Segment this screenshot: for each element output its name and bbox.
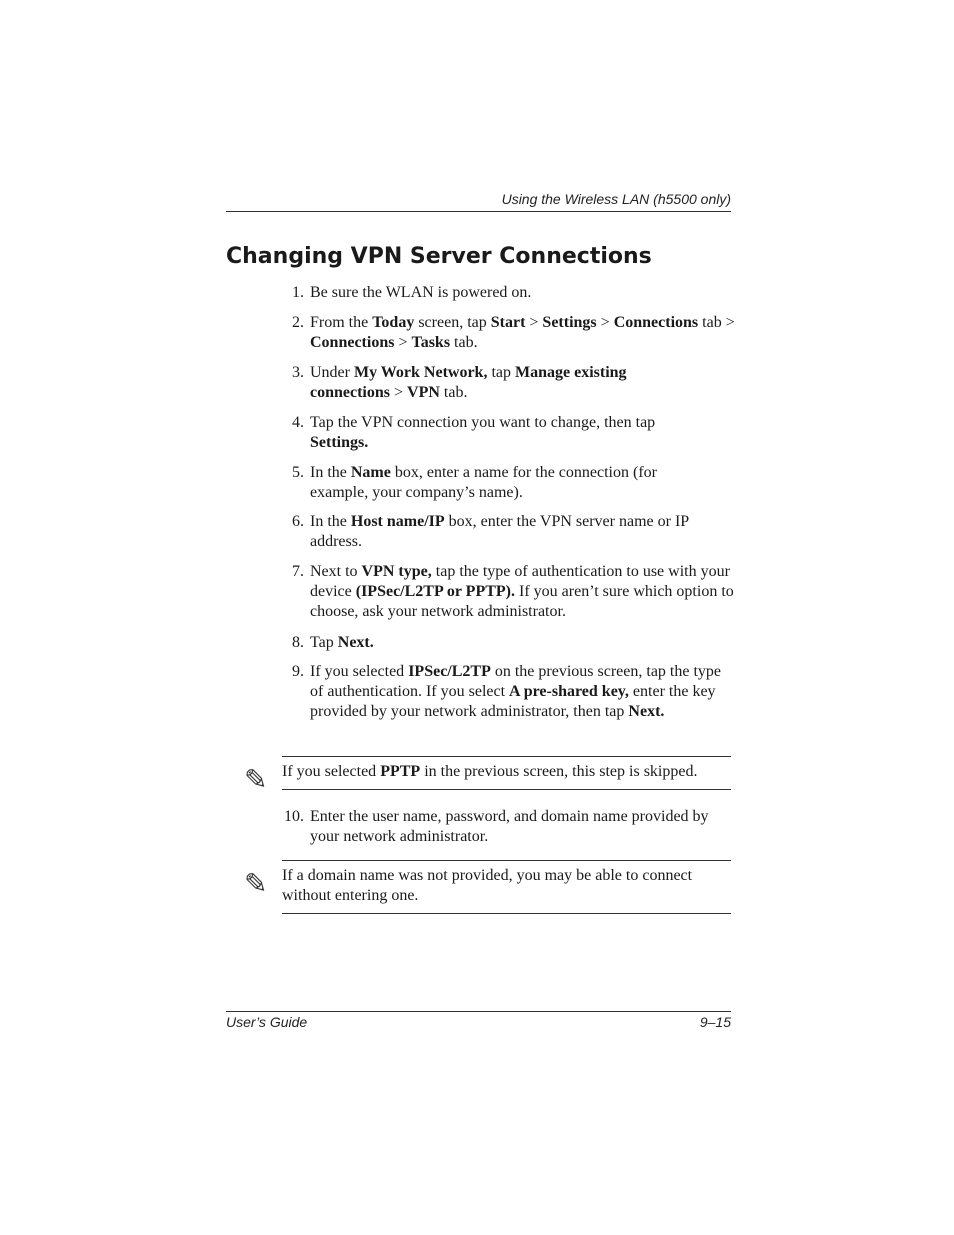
- bold-term: Start: [490, 314, 526, 331]
- bold-term: IPSec/L2TP: [408, 663, 491, 680]
- bold-term: My Work Network,: [353, 364, 488, 381]
- step-text: [310, 562, 735, 622]
- bold-term: VPN: [407, 384, 440, 401]
- text-run: >: [390, 384, 408, 401]
- text-run: Enter the user name, password, and domain name provided by your network administrator.: [310, 808, 709, 845]
- text-run: tap the type of authentication to use with your device: [310, 563, 730, 600]
- text-run: on the previous screen, tap the type of authentication. If you select: [310, 663, 722, 700]
- bold-term: Host name/IP: [350, 513, 445, 530]
- step-number: 4.: [292, 414, 304, 431]
- text-run: tab >: [698, 314, 735, 331]
- step-number: 5.: [292, 464, 304, 481]
- bold-term: Manage existing connections: [310, 364, 627, 401]
- text-run: in the previous screen, this step is skipped.: [420, 763, 698, 780]
- step-number: 1.: [292, 284, 304, 301]
- text-run: Tap the VPN connection you want to change, then tap: [310, 414, 656, 431]
- pencil-note-icon: ✎: [244, 867, 268, 900]
- bold-term: Tasks: [411, 334, 451, 351]
- note-text: [282, 866, 734, 906]
- section-title: Changing VPN Server Connections: [226, 244, 652, 269]
- bold-term: Connections: [310, 334, 395, 351]
- step-text: [310, 413, 705, 453]
- running-header: Using the Wireless LAN (h5500 only): [501, 191, 731, 207]
- text-run: If you aren’t sure which option to choose, ask your network administrator.: [310, 583, 734, 620]
- text-run: >: [596, 314, 614, 331]
- note-rule-bottom: [282, 789, 731, 790]
- step-number: 8.: [292, 634, 304, 651]
- footer-guide-title: User’s Guide: [226, 1014, 308, 1030]
- bold-term: Settings.: [310, 434, 369, 451]
- text-run: In the: [310, 464, 351, 481]
- footer-rule: [226, 1011, 731, 1012]
- text-run: screen, tap: [414, 314, 491, 331]
- bold-term: A pre-shared key,: [509, 683, 629, 700]
- step-number: 3.: [292, 364, 304, 381]
- text-run: From the: [310, 314, 373, 331]
- text-run: If a domain name was not provided, you may be able to connect without entering one.: [282, 867, 693, 904]
- note-text: [282, 762, 734, 782]
- step-text: [310, 283, 735, 303]
- text-run: If you selected: [282, 763, 381, 780]
- bold-term: Connections: [613, 314, 699, 331]
- bold-term: Next.: [628, 703, 665, 720]
- text-run: If you selected: [310, 663, 409, 680]
- text-run: box, enter a name for the connection (for example, your company’s name).: [310, 464, 657, 501]
- step-text: [310, 633, 735, 653]
- note-rule-top: [282, 860, 731, 861]
- step-text: [310, 662, 735, 722]
- page-number: 9–15: [699, 1014, 731, 1030]
- text-run: >: [394, 334, 412, 351]
- bold-term: Next.: [337, 634, 374, 651]
- step-text: [310, 313, 735, 353]
- text-run: Be sure the WLAN is powered on.: [310, 284, 532, 301]
- text-run: Next to: [310, 563, 362, 580]
- bold-term: VPN type,: [361, 563, 432, 580]
- step-number: 9.: [292, 663, 304, 680]
- step-number: 7.: [292, 563, 304, 580]
- text-run: box, enter the VPN server name or IP address.: [310, 513, 689, 550]
- text-run: tap: [487, 364, 515, 381]
- bold-term: Settings: [542, 314, 597, 331]
- text-run: >: [525, 314, 543, 331]
- bold-term: (IPSec/L2TP or PPTP).: [355, 583, 515, 600]
- step-number: 2.: [292, 314, 304, 331]
- step-number: 10.: [284, 808, 304, 825]
- header-rule: [226, 211, 731, 212]
- step-text: [310, 807, 735, 847]
- bold-term: Today: [372, 314, 415, 331]
- text-run: enter the key provided by your network administrator, then tap: [310, 683, 716, 720]
- note-rule-top: [282, 756, 731, 757]
- text-run: tab.: [439, 384, 468, 401]
- text-run: Tap: [310, 634, 338, 651]
- bold-term: Name: [350, 464, 391, 481]
- step-text: [310, 463, 710, 503]
- text-run: In the: [310, 513, 351, 530]
- pencil-note-icon: ✎: [244, 763, 268, 796]
- bold-term: PPTP: [380, 763, 421, 780]
- note-rule-bottom: [282, 913, 731, 914]
- step-number: 6.: [292, 513, 304, 530]
- text-run: Under: [310, 364, 354, 381]
- step-text: [310, 363, 670, 403]
- step-text: [310, 512, 710, 552]
- text-run: tab.: [450, 334, 478, 351]
